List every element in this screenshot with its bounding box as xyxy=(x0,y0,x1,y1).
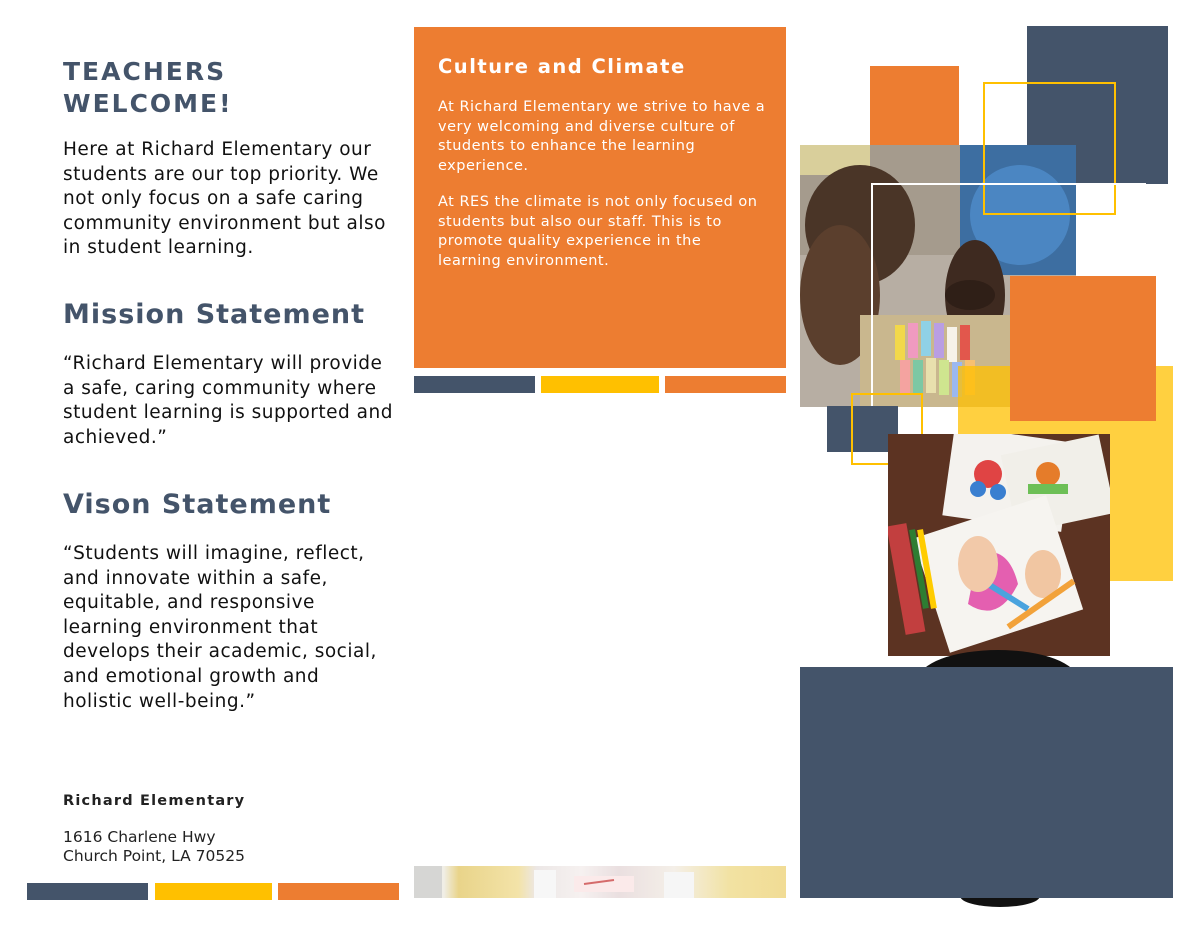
left-accent-bar-gold xyxy=(155,883,272,900)
vision-heading: Vison Statement xyxy=(63,489,332,520)
welcome-title xyxy=(63,56,393,120)
culture-climate-heading: Culture and Climate xyxy=(438,55,686,78)
school-name: Richard Elementary xyxy=(63,793,246,809)
culture-climate-box xyxy=(414,27,786,368)
welcome-title-line2: WELCOME! xyxy=(63,89,233,118)
orange-block-top xyxy=(870,66,959,149)
left-accent-bar-orange xyxy=(278,883,399,900)
bottom-photo-strip xyxy=(414,866,786,898)
culture-paragraph: At Richard Elementary we strive to have a very welcoming and diverse culture of students to enhance the learning experience. xyxy=(438,99,766,174)
middle-accent-bar-slate xyxy=(414,376,535,393)
welcome-title-line1: TEACHERS xyxy=(63,57,227,86)
slate-block-bottom xyxy=(800,667,1173,898)
middle-accent-bar-gold xyxy=(541,376,659,393)
climate-paragraph: At RES the climate is not only focused on students but also our staff. This is to promote quality experience in the learning environment. xyxy=(438,194,758,269)
photo-child-coloring xyxy=(888,434,1110,656)
address-line2: Church Point, LA 70525 xyxy=(63,847,245,865)
orange-block-middle-front xyxy=(1010,276,1156,421)
mission-heading: Mission Statement xyxy=(63,299,366,330)
bottom-photo-strip-art xyxy=(414,866,786,898)
middle-accent-bar-orange xyxy=(665,376,786,393)
vision-text: “Students will imagine, reflect, and innovate within a safe, equitable, and responsive learning environment that develops their academic, social, and emotional growth and holistic well-being.” xyxy=(63,543,377,712)
intro-paragraph: Here at Richard Elementary our students are our top priority. We not only focus on a safe caring community environment but also in student learning. xyxy=(63,139,386,259)
address-line1: 1616 Charlene Hwy xyxy=(63,828,216,846)
left-accent-bar-slate xyxy=(27,883,148,900)
mission-text: “Richard Elementary will provide a safe, caring community where student learning is supported and achieved.” xyxy=(63,353,393,448)
photo-child-coloring-art xyxy=(888,434,1110,656)
